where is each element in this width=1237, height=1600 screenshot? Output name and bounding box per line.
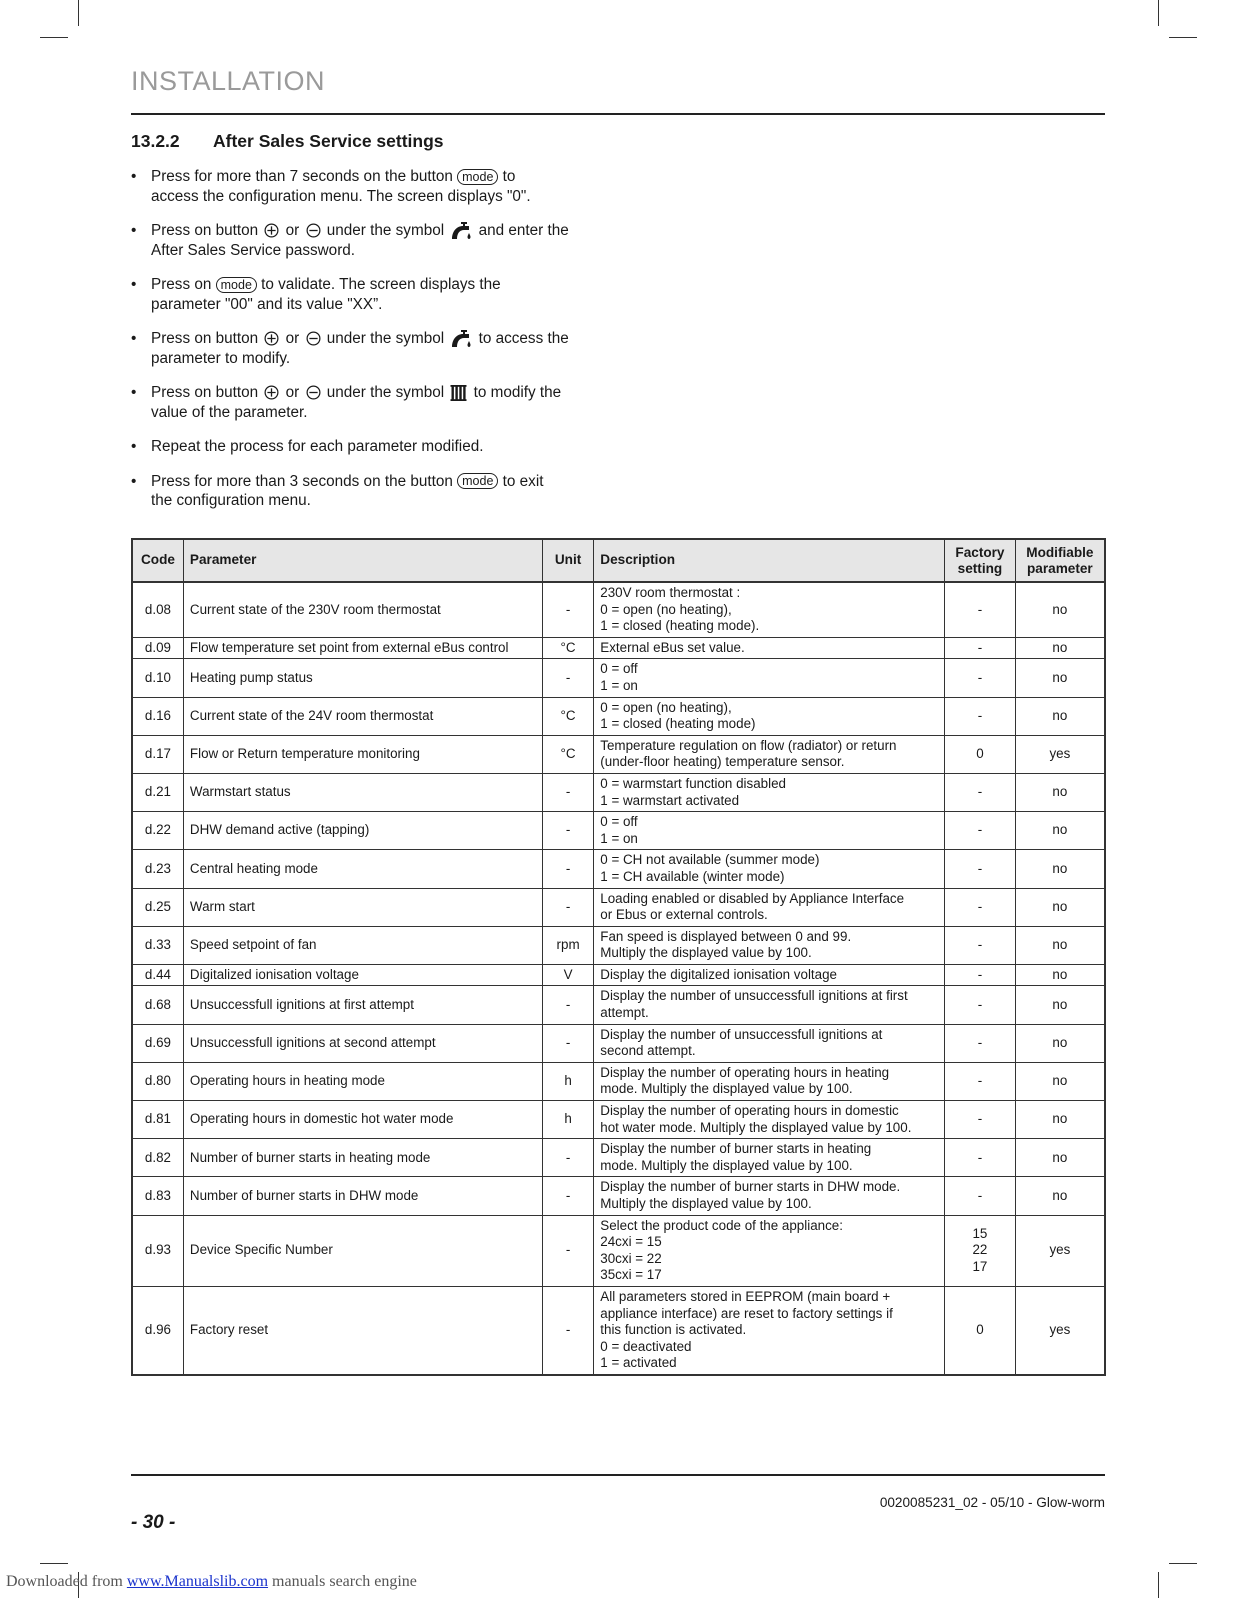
cell-code: d.81: [132, 1101, 183, 1139]
cell-modifiable: no: [1015, 812, 1105, 850]
step-text: under the symbol: [322, 222, 449, 239]
cell-code: d.08: [132, 582, 183, 637]
instruction-list: [131, 167, 611, 511]
cell-modifiable: no: [1015, 850, 1105, 888]
cell-factory-setting: -: [945, 1139, 1016, 1177]
cell-code: d.09: [132, 637, 183, 659]
instruction-step: [131, 437, 611, 457]
step-text: to exit the configuration menu.: [151, 472, 544, 509]
instruction-step: [131, 275, 611, 314]
cell-modifiable: yes: [1015, 735, 1105, 773]
download-prefix: Downloaded from: [6, 1573, 127, 1590]
crop-mark: [40, 37, 68, 38]
instruction-step: [131, 221, 611, 260]
plus-circle-icon: [264, 385, 279, 400]
cell-unit: -: [542, 1215, 593, 1286]
col-header-parameter: Parameter: [183, 539, 542, 582]
cell-factory-setting: -: [945, 1062, 1016, 1100]
cell-code: d.93: [132, 1215, 183, 1286]
subsection-heading: [131, 131, 444, 152]
table-row: [132, 659, 1105, 697]
table-row: [132, 850, 1105, 888]
mode-button-symbol: mode: [216, 277, 257, 293]
table-row: [132, 637, 1105, 659]
footer-rule: [131, 1474, 1105, 1476]
cell-modifiable: no: [1015, 888, 1105, 926]
cell-factory-setting: -: [945, 697, 1016, 735]
cell-parameter: Unsuccessfull ignitions at second attempt: [183, 1024, 542, 1062]
subsection-number: 13.2.2: [131, 131, 180, 151]
cell-unit: -: [542, 888, 593, 926]
cell-code: d.17: [132, 735, 183, 773]
cell-unit: -: [542, 850, 593, 888]
minus-circle-icon: [306, 331, 321, 346]
minus-circle-icon: [306, 223, 321, 238]
cell-parameter: Warmstart status: [183, 773, 542, 811]
cell-description: All parameters stored in EEPROM (main board + appliance interface) are reset to factory settings if this function is activated. 0 = deactivated 1 = activated: [594, 1286, 945, 1374]
step-text: to access the configuration menu. The screen displays "0".: [151, 168, 531, 205]
cell-parameter: DHW demand active (tapping): [183, 812, 542, 850]
subsection-title: After Sales Service settings: [213, 131, 444, 151]
cell-parameter: Flow or Return temperature monitoring: [183, 735, 542, 773]
cell-modifiable: no: [1015, 1101, 1105, 1139]
cell-unit: -: [542, 582, 593, 637]
step-text: Press on button: [151, 384, 263, 401]
cell-code: d.69: [132, 1024, 183, 1062]
cell-factory-setting: -: [945, 888, 1016, 926]
cell-modifiable: no: [1015, 659, 1105, 697]
table-row: [132, 1024, 1105, 1062]
cell-factory-setting: -: [945, 1024, 1016, 1062]
cell-description: 230V room thermostat : 0 = open (no heating), 1 = closed (heating mode).: [594, 582, 945, 637]
cell-parameter: Current state of the 230V room thermostat: [183, 582, 542, 637]
crop-mark: [1158, 1572, 1159, 1598]
cell-description: External eBus set value.: [594, 637, 945, 659]
table-row: [132, 1177, 1105, 1215]
cell-unit: °C: [542, 637, 593, 659]
step-text: or: [281, 222, 304, 239]
cell-code: d.22: [132, 812, 183, 850]
cell-unit: -: [542, 659, 593, 697]
cell-description: Display the number of operating hours in heating mode. Multiply the displayed value by 100.: [594, 1062, 945, 1100]
cell-modifiable: yes: [1015, 1215, 1105, 1286]
cell-modifiable: no: [1015, 637, 1105, 659]
cell-parameter: Speed setpoint of fan: [183, 926, 542, 964]
cell-modifiable: no: [1015, 1024, 1105, 1062]
cell-description: 0 = CH not available (summer mode) 1 = CH available (winter mode): [594, 850, 945, 888]
table-row: [132, 986, 1105, 1024]
table-row: [132, 964, 1105, 986]
cell-factory-setting: -: [945, 1101, 1016, 1139]
cell-unit: °C: [542, 697, 593, 735]
cell-factory-setting: -: [945, 659, 1016, 697]
cell-description: Display the digitalized ionisation voltage: [594, 964, 945, 986]
cell-code: d.96: [132, 1286, 183, 1374]
cell-description: Display the number of burner starts in DHW mode. Multiply the displayed value by 100.: [594, 1177, 945, 1215]
step-text: or: [281, 330, 304, 347]
col-header-factory-setting: Factory setting: [945, 539, 1016, 582]
table-row: [132, 1062, 1105, 1100]
cell-unit: -: [542, 1286, 593, 1374]
instruction-step: [131, 167, 611, 206]
cell-parameter: Warm start: [183, 888, 542, 926]
cell-factory-setting: -: [945, 926, 1016, 964]
cell-code: d.16: [132, 697, 183, 735]
cell-unit: -: [542, 773, 593, 811]
cell-unit: -: [542, 1024, 593, 1062]
step-text: to modify the value of the parameter.: [151, 384, 562, 421]
cell-description: Temperature regulation on flow (radiator) or return (under-floor heating) temperature sensor.: [594, 735, 945, 773]
radiator-icon: [450, 384, 467, 402]
cell-parameter: Operating hours in domestic hot water mode: [183, 1101, 542, 1139]
step-text: Press for more than 3 seconds on the button: [151, 472, 458, 490]
step-text: Press on button: [151, 222, 263, 239]
minus-circle-icon: [306, 385, 321, 400]
step-text: Repeat the process for each parameter modified.: [151, 438, 484, 455]
cell-description: Display the number of unsuccessfull ignitions at second attempt.: [594, 1024, 945, 1062]
cell-parameter: Central heating mode: [183, 850, 542, 888]
cell-code: d.21: [132, 773, 183, 811]
tap-symbol-icon: [450, 330, 472, 348]
cell-unit: h: [542, 1062, 593, 1100]
cell-description: Display the number of burner starts in heating mode. Multiply the displayed value by 100.: [594, 1139, 945, 1177]
col-header-description: Description: [594, 539, 945, 582]
table-row: [132, 735, 1105, 773]
page-number: - 30 -: [131, 1512, 176, 1533]
cell-code: d.44: [132, 964, 183, 986]
cell-factory-setting: -: [945, 637, 1016, 659]
cell-code: d.68: [132, 986, 183, 1024]
cell-factory-setting: -: [945, 582, 1016, 637]
cell-description: 0 = off 1 = on: [594, 812, 945, 850]
step-text: Press for more than 7 seconds on the button: [151, 168, 458, 185]
cell-factory-setting: -: [945, 773, 1016, 811]
col-header-unit: Unit: [542, 539, 593, 582]
cell-modifiable: no: [1015, 697, 1105, 735]
step-text: Press on: [151, 276, 216, 293]
crop-mark: [1169, 1563, 1197, 1564]
cell-parameter: Operating hours in heating mode: [183, 1062, 542, 1100]
table-row: [132, 1215, 1105, 1286]
cell-modifiable: no: [1015, 986, 1105, 1024]
cell-factory-setting: 15 22 17: [945, 1215, 1016, 1286]
crop-mark: [1169, 37, 1197, 38]
crop-mark: [40, 1563, 68, 1564]
cell-unit: -: [542, 1177, 593, 1215]
cell-unit: rpm: [542, 926, 593, 964]
cell-parameter: Factory reset: [183, 1286, 542, 1374]
cell-description: Display the number of operating hours in domestic hot water mode. Multiply the displayed value by 100.: [594, 1101, 945, 1139]
cell-unit: -: [542, 986, 593, 1024]
section-title: INSTALLATION: [131, 66, 326, 96]
cell-parameter: Current state of the 24V room thermostat: [183, 697, 542, 735]
cell-code: d.33: [132, 926, 183, 964]
cell-unit: °C: [542, 735, 593, 773]
cell-factory-setting: 0: [945, 1286, 1016, 1374]
cell-modifiable: no: [1015, 582, 1105, 637]
table-row: [132, 773, 1105, 811]
cell-modifiable: no: [1015, 773, 1105, 811]
table-row: [132, 1139, 1105, 1177]
cell-parameter: Digitalized ionisation voltage: [183, 964, 542, 986]
cell-modifiable: no: [1015, 926, 1105, 964]
manualslib-link[interactable]: www.Manualslib.com: [126, 1573, 269, 1590]
step-text: or: [281, 384, 304, 401]
cell-parameter: Number of burner starts in heating mode: [183, 1139, 542, 1177]
cell-factory-setting: 0: [945, 735, 1016, 773]
cell-modifiable: yes: [1015, 1286, 1105, 1374]
document-reference: 0020085231_02 - 05/10 - Glow-worm: [879, 1495, 1105, 1510]
cell-factory-setting: -: [945, 986, 1016, 1024]
table-row: [132, 1286, 1105, 1374]
crop-mark: [1158, 0, 1159, 26]
cell-parameter: Flow temperature set point from external eBus control: [183, 637, 542, 659]
download-suffix: manuals search engine: [268, 1573, 417, 1590]
step-text: Press on button: [151, 330, 263, 347]
instruction-step: [131, 472, 611, 511]
cell-modifiable: no: [1015, 1177, 1105, 1215]
cell-parameter: Unsuccessfull ignitions at first attempt: [183, 986, 542, 1024]
cell-modifiable: no: [1015, 1062, 1105, 1100]
table-header-row: [132, 539, 1105, 582]
table-row: [132, 697, 1105, 735]
cell-description: 0 = open (no heating), 1 = closed (heating mode): [594, 697, 945, 735]
cell-code: d.23: [132, 850, 183, 888]
plus-circle-icon: [264, 331, 279, 346]
step-text: under the symbol: [322, 330, 449, 347]
table-row: [132, 926, 1105, 964]
step-text: and enter the After Sales Service password.: [151, 222, 569, 259]
cell-code: d.25: [132, 888, 183, 926]
cell-factory-setting: -: [945, 812, 1016, 850]
cell-code: d.83: [132, 1177, 183, 1215]
cell-unit: V: [542, 964, 593, 986]
cell-parameter: Number of burner starts in DHW mode: [183, 1177, 542, 1215]
mode-button-symbol: mode: [457, 169, 498, 185]
table-row: [132, 582, 1105, 637]
table-row: [132, 1101, 1105, 1139]
cell-description: 0 = off 1 = on: [594, 659, 945, 697]
cell-unit: -: [542, 1139, 593, 1177]
cell-unit: h: [542, 1101, 593, 1139]
plus-circle-icon: [264, 223, 279, 238]
step-text: under the symbol: [322, 384, 449, 401]
crop-mark: [78, 0, 79, 26]
table-row: [132, 888, 1105, 926]
mode-button-symbol: mode: [457, 473, 498, 489]
download-notice: [6, 1573, 417, 1591]
col-header-modifiable: Modifiable parameter: [1015, 539, 1105, 582]
cell-factory-setting: -: [945, 964, 1016, 986]
header-rule: [131, 113, 1105, 115]
cell-modifiable: no: [1015, 964, 1105, 986]
cell-description: 0 = warmstart function disabled 1 = warmstart activated: [594, 773, 945, 811]
cell-code: d.10: [132, 659, 183, 697]
tap-symbol-icon: [450, 222, 472, 240]
cell-factory-setting: -: [945, 1177, 1016, 1215]
cell-parameter: Heating pump status: [183, 659, 542, 697]
cell-unit: -: [542, 812, 593, 850]
col-header-code: Code: [132, 539, 183, 582]
cell-code: d.82: [132, 1139, 183, 1177]
cell-code: d.80: [132, 1062, 183, 1100]
table-row: [132, 812, 1105, 850]
cell-description: Select the product code of the appliance: 24cxi = 15 30cxi = 22 35cxi = 17: [594, 1215, 945, 1286]
cell-parameter: Device Specific Number: [183, 1215, 542, 1286]
instruction-step: [131, 329, 611, 368]
step-text: to access the parameter to modify.: [151, 330, 569, 367]
cell-modifiable: no: [1015, 1139, 1105, 1177]
cell-factory-setting: -: [945, 850, 1016, 888]
parameter-table: [131, 538, 1106, 1376]
cell-description: Fan speed is displayed between 0 and 99. Multiply the displayed value by 100.: [594, 926, 945, 964]
cell-description: Display the number of unsuccessfull ignitions at first attempt.: [594, 986, 945, 1024]
instruction-step: [131, 383, 611, 422]
step-text: to validate. The screen displays the parameter "00" and its value "XX”.: [151, 276, 501, 313]
cell-description: Loading enabled or disabled by Appliance Interface or Ebus or external controls.: [594, 888, 945, 926]
